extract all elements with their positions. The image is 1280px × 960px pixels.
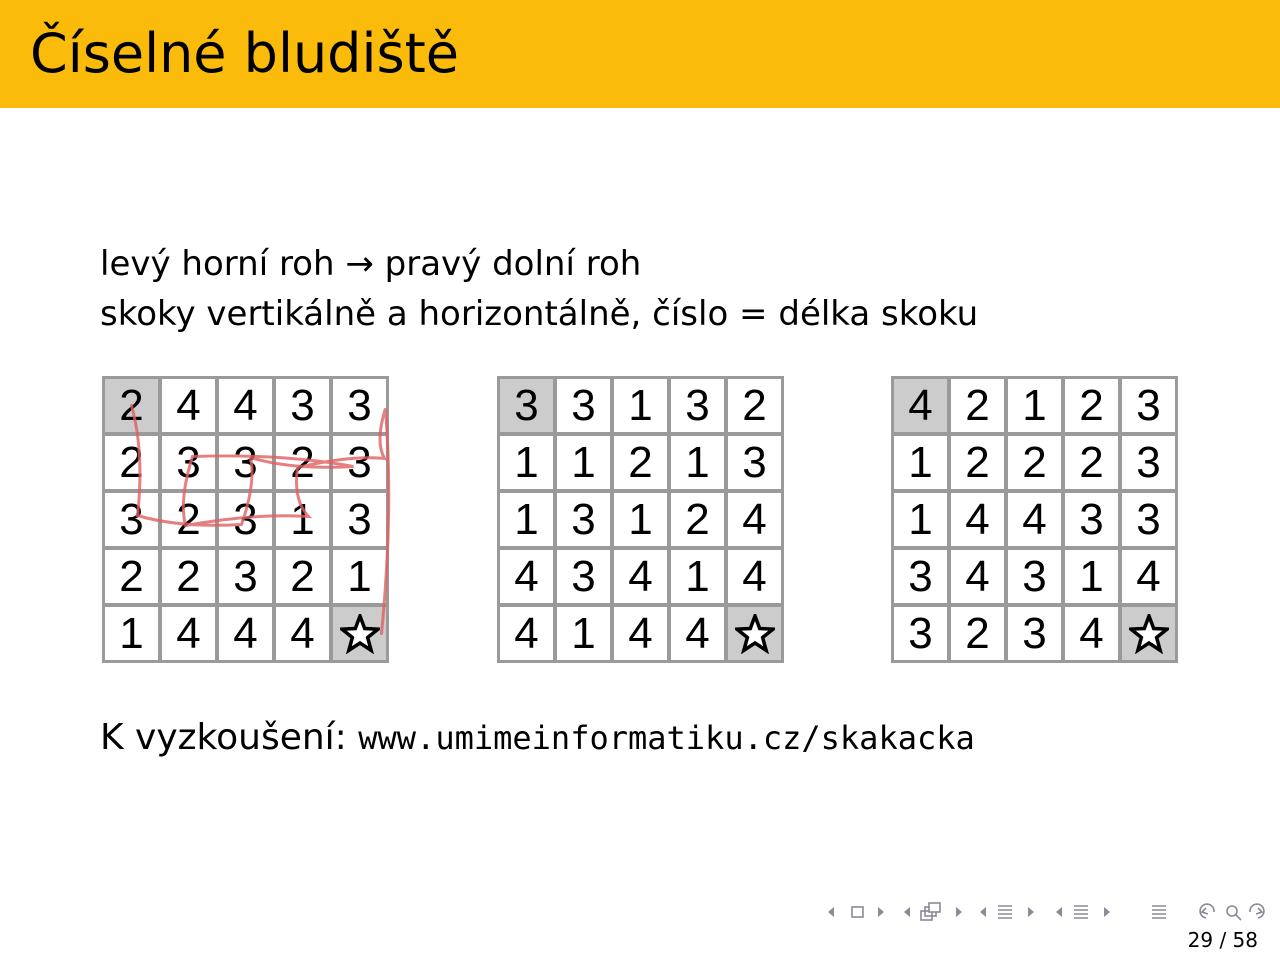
maze-cell: 1 <box>614 493 667 546</box>
maze-cell: 3 <box>276 379 329 432</box>
maze-cell: 1 <box>557 436 610 489</box>
nav-search-icon[interactable] <box>1227 906 1241 920</box>
beamer-navigation <box>822 898 1270 928</box>
maze-cell: 2 <box>1065 436 1118 489</box>
nav-frame-icon[interactable] <box>852 907 863 917</box>
maze-cell: 4 <box>162 607 215 660</box>
nav-section-icon[interactable] <box>998 906 1012 918</box>
maze-goal-cell <box>1122 607 1175 660</box>
maze-cell: 1 <box>894 436 947 489</box>
maze-cell: 4 <box>219 607 272 660</box>
maze-cell: 3 <box>557 379 610 432</box>
maze-cell: 3 <box>557 493 610 546</box>
nav-prev-subsection-icon[interactable] <box>904 907 910 917</box>
maze-cell: 4 <box>614 607 667 660</box>
maze-cell: 1 <box>500 436 553 489</box>
maze-cell: 3 <box>219 493 272 546</box>
title-bar <box>0 0 1280 108</box>
maze-cell: 2 <box>728 379 781 432</box>
maze-goal-cell <box>728 607 781 660</box>
maze-cell: 4 <box>1065 607 1118 660</box>
nav-back-icon[interactable] <box>1200 904 1214 918</box>
maze-cell: 3 <box>1122 436 1175 489</box>
maze-cell: 3 <box>728 436 781 489</box>
maze-cell: 4 <box>951 493 1004 546</box>
maze-cell: 1 <box>614 379 667 432</box>
page-number: 29 / 58 <box>1187 928 1258 952</box>
rule-jumps: skoky vertikálně a horizontálně, číslo = délka skoku <box>100 294 979 334</box>
maze-cell: 3 <box>1122 493 1175 546</box>
maze-cell: 2 <box>105 436 158 489</box>
maze-cell: 3 <box>500 379 553 432</box>
maze-cell: 2 <box>614 436 667 489</box>
maze-cell: 3 <box>1065 493 1118 546</box>
maze-grid-3 <box>891 376 1178 663</box>
maze-cell: 4 <box>728 493 781 546</box>
maze-goal-cell <box>333 607 386 660</box>
maze-cell: 4 <box>614 550 667 603</box>
try-it-label: K vyzkoušení: <box>100 717 359 758</box>
maze-cell: 1 <box>894 493 947 546</box>
maze-cell: 4 <box>1122 550 1175 603</box>
nav-slide-icon[interactable] <box>1074 906 1088 918</box>
maze-cell: 2 <box>1065 379 1118 432</box>
nav-forward-icon[interactable] <box>1250 904 1264 918</box>
maze-cell: 2 <box>276 550 329 603</box>
try-it-line <box>100 718 975 758</box>
rule-start-end: levý horní roh → pravý dolní roh <box>100 244 642 284</box>
maze-cell: 3 <box>219 436 272 489</box>
nav-document-icon[interactable] <box>1152 906 1166 918</box>
goal-star-icon <box>340 614 380 654</box>
maze-grid-2 <box>497 376 784 663</box>
maze-cell: 2 <box>951 436 1004 489</box>
maze-cell: 3 <box>1122 379 1175 432</box>
maze-cell: 1 <box>500 493 553 546</box>
maze-cell: 2 <box>162 550 215 603</box>
maze-cell: 4 <box>500 550 553 603</box>
maze-cell: 3 <box>333 379 386 432</box>
maze-cell: 4 <box>162 379 215 432</box>
maze-cell: 3 <box>219 550 272 603</box>
maze-cell: 2 <box>276 436 329 489</box>
maze-cell: 4 <box>276 607 329 660</box>
maze-cell: 3 <box>557 550 610 603</box>
maze-cell: 2 <box>671 493 724 546</box>
maze-cell: 3 <box>1008 550 1061 603</box>
nav-next-section-icon[interactable] <box>1028 907 1034 917</box>
try-it-url[interactable]: www.umimeinformatiku.cz/skakacka <box>358 719 975 757</box>
maze-cell: 4 <box>894 379 947 432</box>
maze-cell: 1 <box>333 550 386 603</box>
maze-cell: 4 <box>951 550 1004 603</box>
maze-cell: 3 <box>105 493 158 546</box>
nav-next-subsection-icon[interactable] <box>956 907 962 917</box>
maze-cell: 2 <box>951 607 1004 660</box>
maze-cell: 3 <box>162 436 215 489</box>
nav-next-slide-icon[interactable] <box>1104 907 1110 917</box>
maze-cell: 1 <box>557 607 610 660</box>
maze-cell: 4 <box>671 607 724 660</box>
maze-cell: 3 <box>1008 607 1061 660</box>
maze-cell: 3 <box>333 436 386 489</box>
maze-cell: 3 <box>333 493 386 546</box>
slide-title: Číselné bludiště <box>30 22 459 85</box>
maze-cell: 2 <box>1008 436 1061 489</box>
maze-cell: 2 <box>105 379 158 432</box>
maze-cell: 3 <box>894 607 947 660</box>
maze-cell: 1 <box>276 493 329 546</box>
maze-cell: 2 <box>105 550 158 603</box>
maze-cell: 4 <box>219 379 272 432</box>
goal-star-icon <box>735 614 775 654</box>
maze-grid-1 <box>102 376 389 663</box>
nav-prev-slide-icon[interactable] <box>1056 907 1062 917</box>
nav-prev-frame-icon[interactable] <box>828 907 834 917</box>
maze-cell: 2 <box>162 493 215 546</box>
maze-cell: 3 <box>894 550 947 603</box>
maze-cell: 1 <box>671 550 724 603</box>
goal-star-icon <box>1129 614 1169 654</box>
maze-cell: 4 <box>1008 493 1061 546</box>
maze-cell: 1 <box>1008 379 1061 432</box>
maze-cell: 1 <box>105 607 158 660</box>
maze-cell: 4 <box>500 607 553 660</box>
nav-prev-section-icon[interactable] <box>980 907 986 917</box>
maze-cell: 1 <box>671 436 724 489</box>
maze-cell: 3 <box>671 379 724 432</box>
maze-cell: 1 <box>1065 550 1118 603</box>
nav-subsection-icon[interactable] <box>921 903 940 920</box>
nav-next-frame-icon[interactable] <box>878 907 884 917</box>
maze-cell: 4 <box>728 550 781 603</box>
maze-cell: 2 <box>951 379 1004 432</box>
